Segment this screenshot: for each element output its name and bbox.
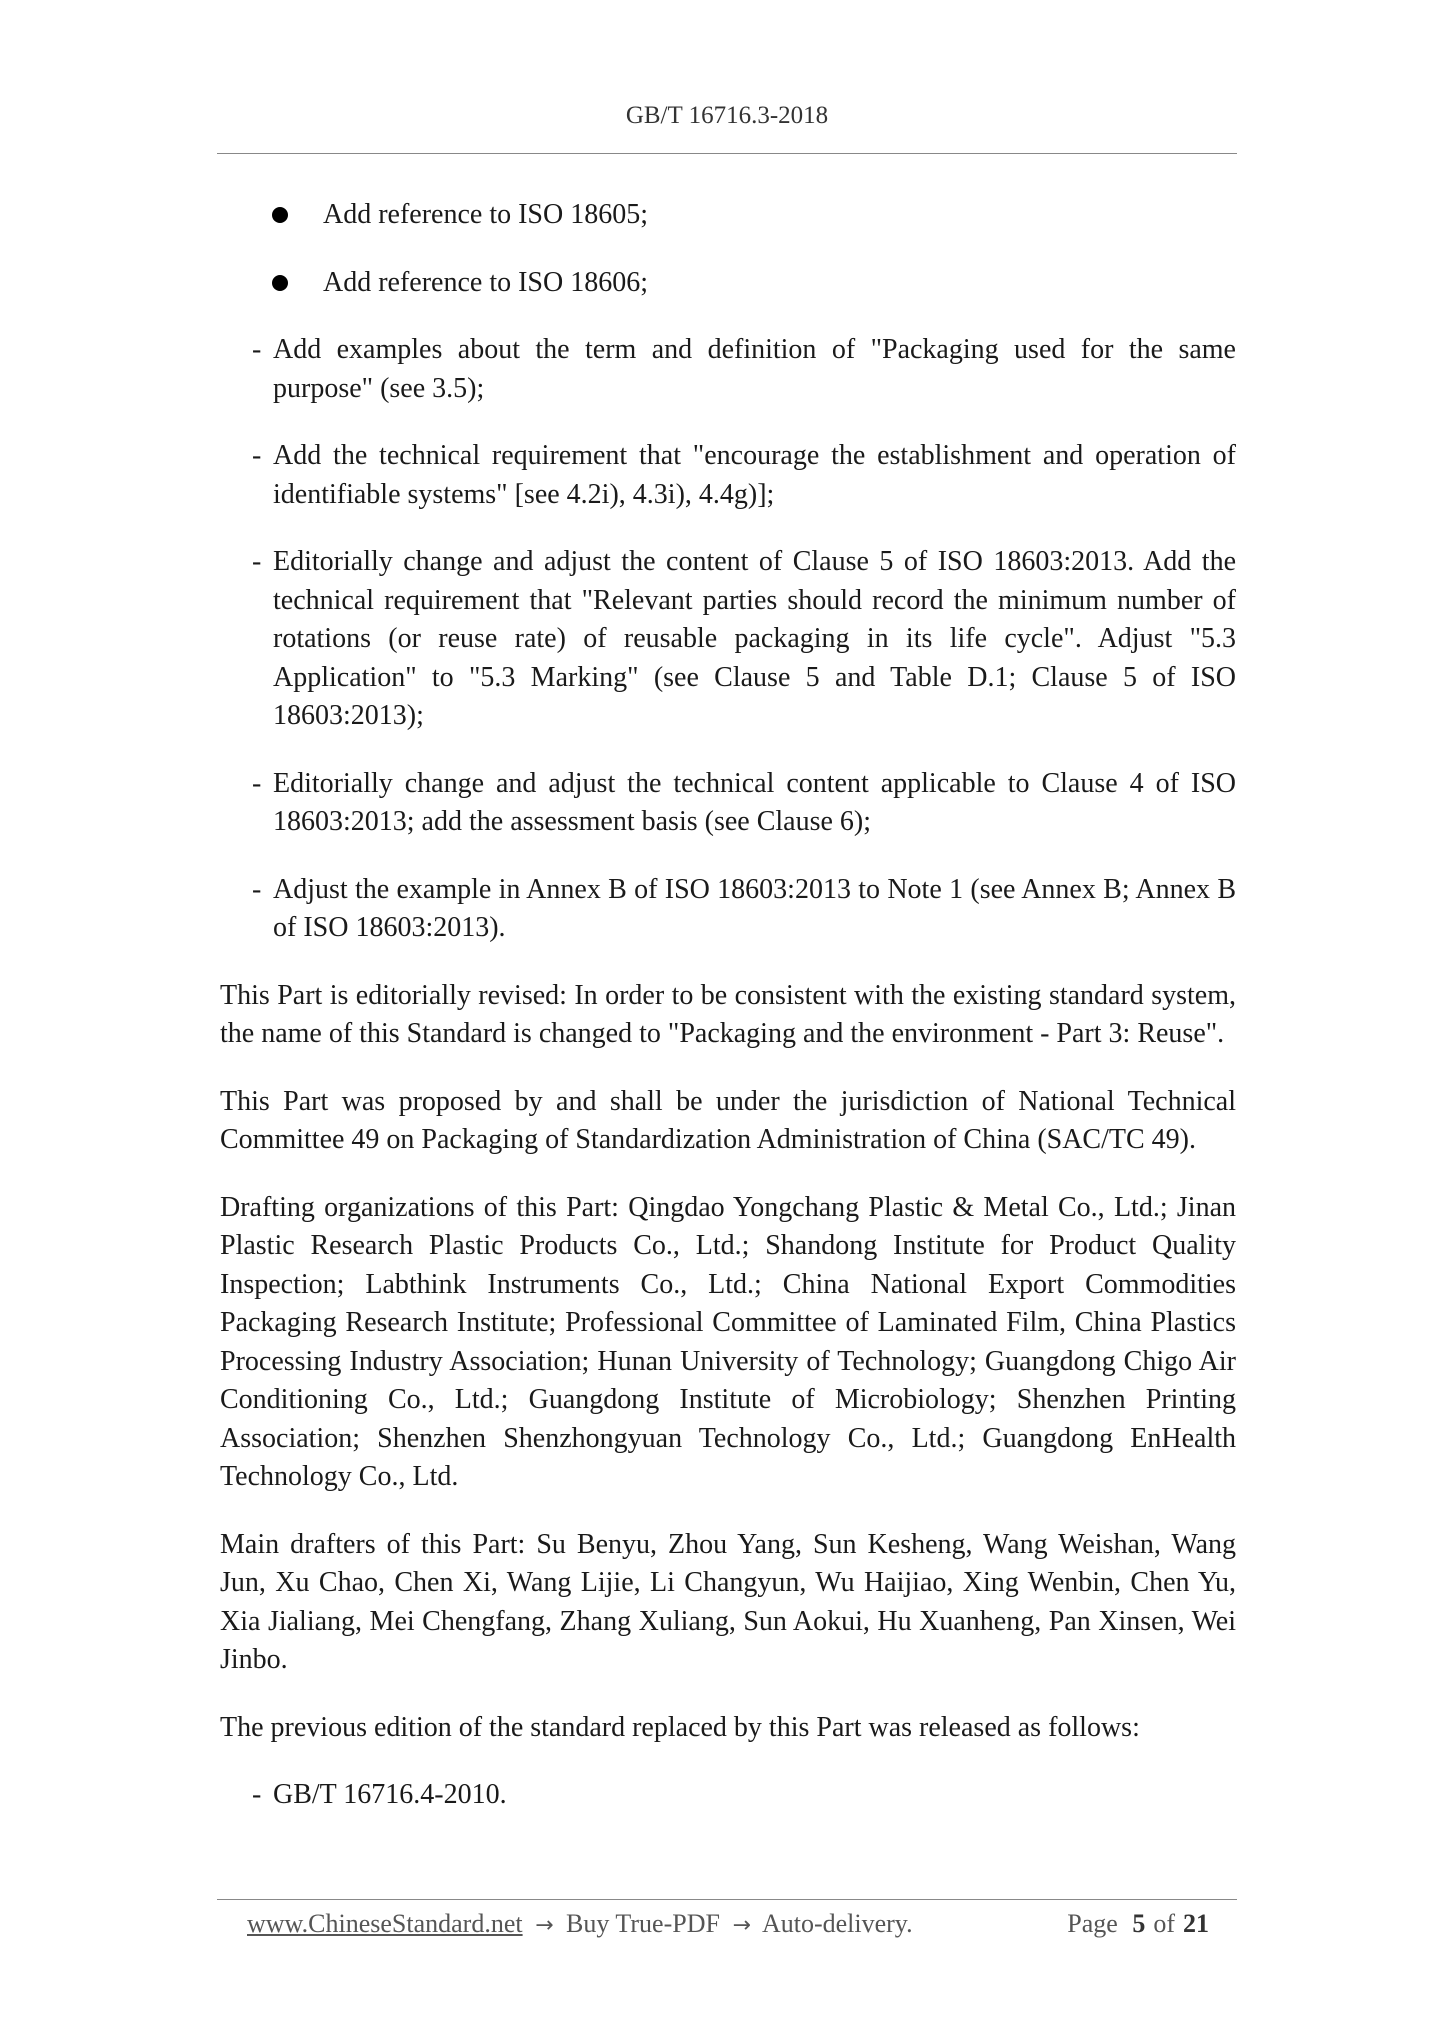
previous-edition-text: GB/T 16716.4-2010. <box>273 1779 507 1810</box>
dash-marker: - <box>252 546 262 577</box>
arrow-right-icon: → <box>535 1913 554 1938</box>
dash-marker: - <box>252 1779 262 1810</box>
document-body <box>220 196 1236 1844</box>
website-link[interactable]: www.ChineseStandard.net <box>247 1909 523 1938</box>
footer-divider <box>217 1899 1237 1900</box>
change-list-text: Add examples about the term and definition of "Packaging used for the same purpose" (see 3.5); <box>273 334 1236 404</box>
editorial-revision-paragraph: This Part is editorially revised: In order to be consistent with the existing standard system, the name of this Standard is changed to "Packaging and the environment - Part 3: Reuse". <box>220 979 1236 1049</box>
change-list-text: Adjust the example in Annex B of ISO 18603:2013 to Note 1 (see Annex B; Annex B of ISO 18603:2013). <box>273 873 1236 943</box>
dash-marker: - <box>252 334 262 365</box>
change-list-item <box>220 765 1236 842</box>
change-list-text: Editorially change and adjust the content of Clause 5 of ISO 18603:2013. Add the technical requirement that "Relevant parties should record the minimum number of rotations (or reuse rate) of reusable packaging in its life cycle". Adjust "5.3 Application" to "5.3 Marking" (see Clause 5 and Table D.1; Clause 5 of ISO 18603:2013); <box>273 546 1236 731</box>
page-of-label: of <box>1153 1909 1175 1938</box>
bullet-dot-icon <box>272 207 288 223</box>
previous-edition-paragraph: The previous edition of the standard replaced by this Part was released as follows: <box>220 1711 1140 1743</box>
bullet-item <box>220 264 1236 303</box>
change-list-text: Add the technical requirement that "encourage the establishment and operation of identifiable systems" [see 4.2i), 4.3i), 4.4g)]; <box>273 440 1236 510</box>
previous-edition-item <box>220 1776 1236 1815</box>
bullet-text: Add reference to ISO 18606; <box>323 266 649 298</box>
header-divider <box>217 153 1237 154</box>
page-total: 21 <box>1183 1909 1209 1938</box>
page-number <box>1067 1904 1217 1944</box>
arrow-right-icon: → <box>732 1913 751 1938</box>
bullet-text: Add reference to ISO 18605; <box>323 199 649 230</box>
bullet-item <box>220 196 1236 235</box>
dash-marker: - <box>252 440 262 471</box>
page-header: GB/T 16716.3-2018 <box>625 102 829 129</box>
dash-marker: - <box>252 873 262 905</box>
change-list-item <box>220 543 1236 736</box>
auto-delivery-text: Auto-delivery. <box>761 1909 913 1938</box>
change-list-text: Editorially change and adjust the technical content applicable to Clause 4 of ISO 18603:2013; add the assessment basis (see Clause 6); <box>273 767 1236 837</box>
change-list-item <box>220 871 1236 948</box>
change-list-item <box>220 331 1236 408</box>
page-current: 5 <box>1132 1909 1146 1938</box>
jurisdiction-paragraph: This Part was proposed by and shall be under the jurisdiction of National Technical Committee 49 on Packaging of Standardization Administration of China (SAC/TC 49). <box>220 1085 1236 1155</box>
change-list-item <box>220 437 1236 514</box>
page-label: Page <box>1067 1909 1118 1938</box>
buy-true-pdf-text: Buy True-PDF <box>566 1909 720 1938</box>
dash-marker: - <box>252 767 262 799</box>
bullet-dot-icon <box>272 275 288 291</box>
page-footer <box>247 1904 1217 1944</box>
drafting-organizations-paragraph: Drafting organizations of this Part: Qingdao Yongchang Plastic & Metal Co., Ltd.; Jinan Plastic Research Plastic Products Co., Ltd.; Shandong Institute for Product Quality Inspection; Labthink Instruments Co., Ltd.; China National Export Commodities Packaging Research Institute; Professional Committee of Laminated Film, China Plastics Processing Industry Association; Hunan University of Technology; Guangdong Chigo Air Conditioning Co., Ltd.; Guangdong Institute of Microbiology; Shenzhen Printing Association; Shenzhen Shenzhongyuan Technology Co., Ltd.; Guangdong EnHealth Technology Co., Ltd. <box>220 1191 1236 1492</box>
main-drafters-paragraph: Main drafters of this Part: Su Benyu, Zhou Yang, Sun Kesheng, Wang Weishan, Wang Jun, Xu Chao, Chen Xi, Wang Lijie, Li Changyun, Wu Haijiao, Xing Wenbin, Chen Yu, Xia Jialiang, Mei Chengfang, Zhang Xuliang, Sun Aokui, Hu Xuanheng, Pan Xinsen, Wei Jinbo. <box>220 1528 1236 1675</box>
